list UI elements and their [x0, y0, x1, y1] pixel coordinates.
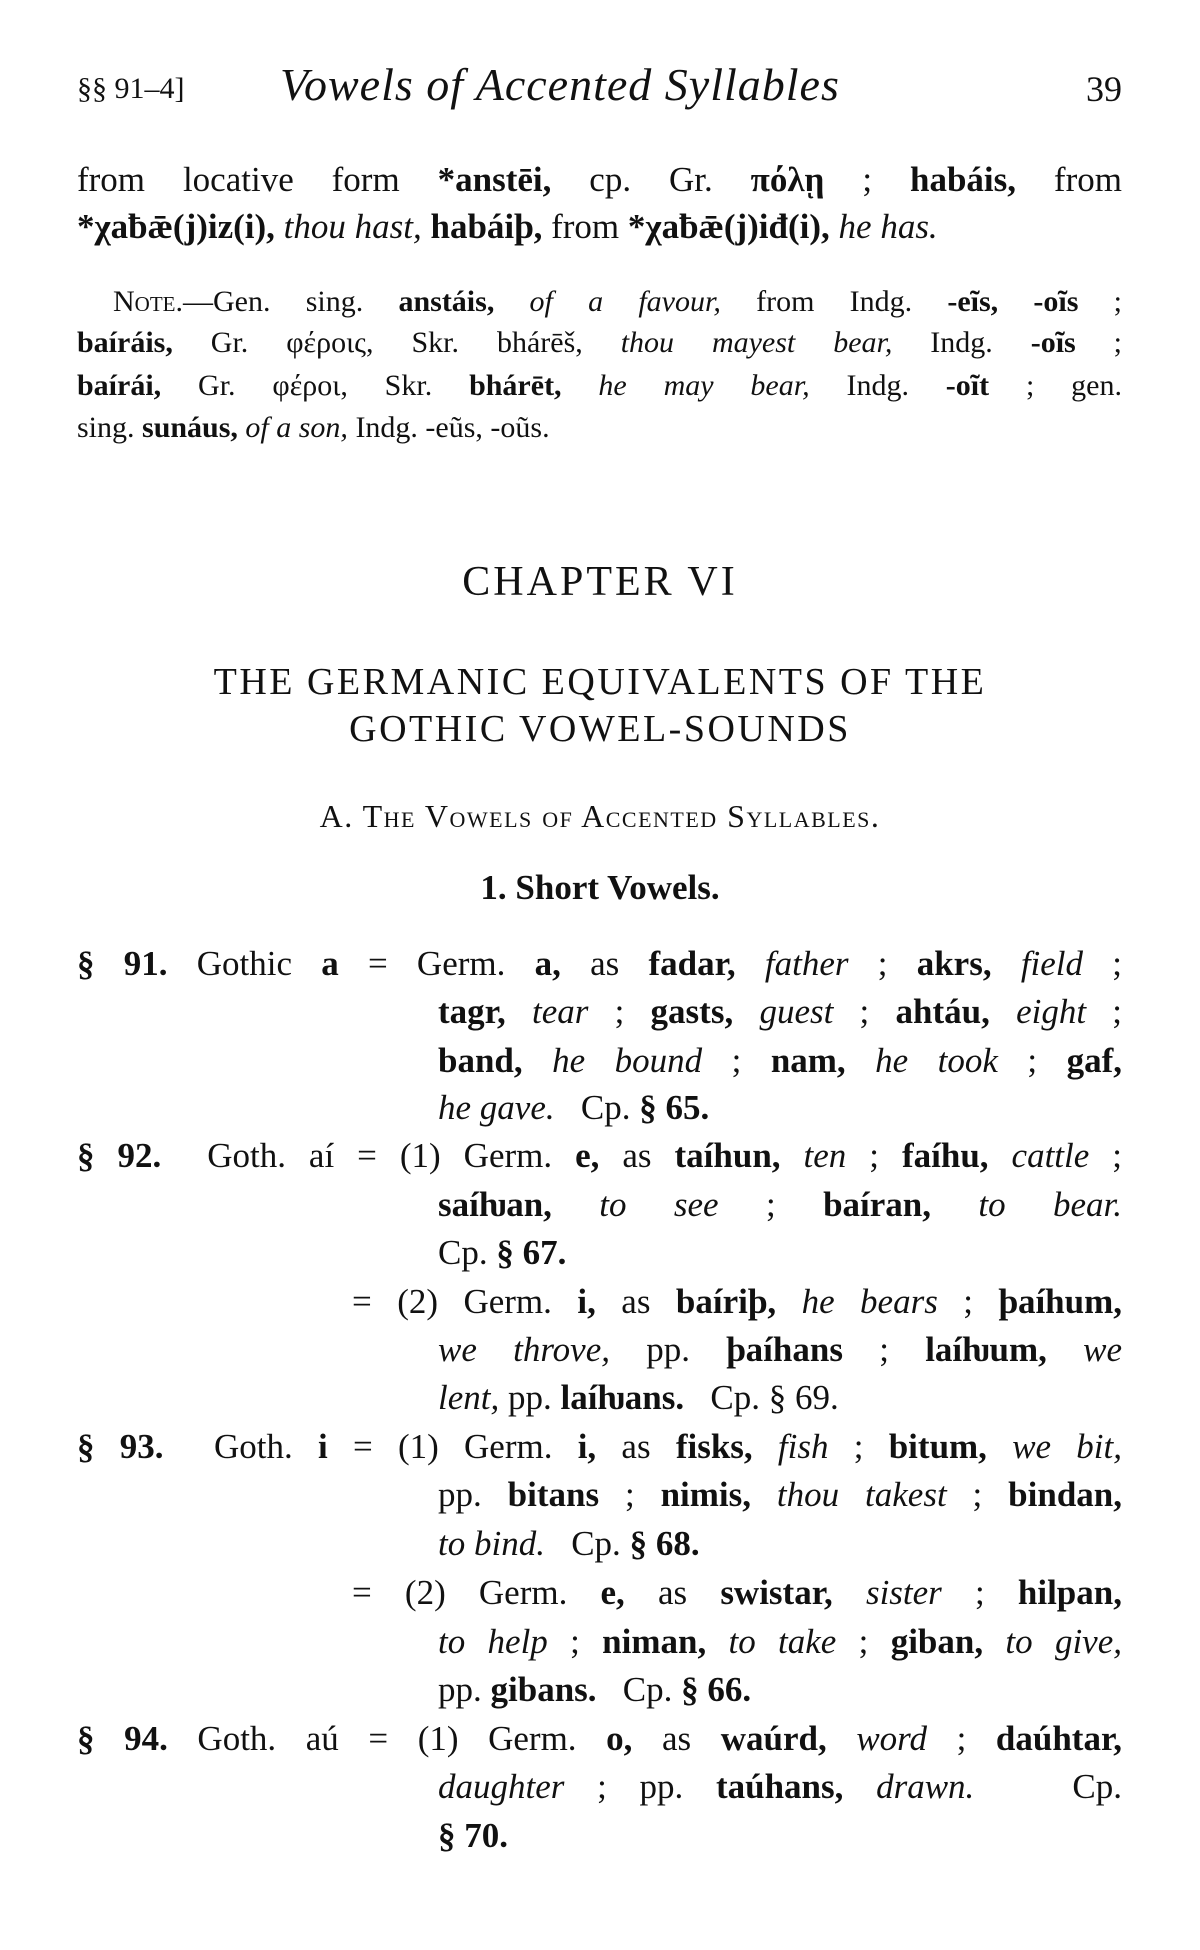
text-segment: —Gen. sing.	[183, 285, 399, 318]
text-segment: = Germ.	[338, 944, 535, 983]
paragraph-line	[438, 1814, 1122, 1858]
text-segment	[830, 207, 839, 246]
text-segment: nimis,	[660, 1475, 752, 1514]
text-segment	[846, 1041, 875, 1080]
text-segment	[422, 207, 431, 246]
text-segment	[706, 1622, 728, 1661]
paragraph-line	[438, 1765, 1122, 1809]
paragraph-line	[438, 1376, 1122, 1420]
chapter-title-line-1: THE GERMANIC EQUIVALENTS OF THE	[213, 661, 987, 703]
text-segment: ;	[599, 1475, 661, 1514]
text-segment: of a favour,	[529, 285, 721, 318]
text-segment	[983, 1622, 1005, 1661]
text-segment: i	[317, 1427, 328, 1466]
text-segment: Cp.	[974, 1767, 1122, 1806]
text-segment: = (2) Germ.	[352, 1282, 578, 1321]
text-segment: e,	[575, 1136, 600, 1175]
text-segment: he has.	[838, 207, 938, 246]
text-segment	[736, 944, 765, 983]
text-segment: akrs,	[916, 944, 992, 983]
note-line	[77, 366, 1122, 406]
text-segment: fadar,	[648, 944, 736, 983]
text-segment: Cp.	[544, 1524, 630, 1563]
paragraph-first-line	[77, 1134, 1122, 1178]
text-segment: gibans.	[490, 1670, 597, 1709]
text-segment: anstáis,	[398, 285, 495, 318]
paragraph-line	[438, 1086, 1122, 1130]
text-segment: pp.	[438, 1475, 508, 1514]
text-segment: § 93.	[77, 1427, 164, 1466]
paragraph-first-line	[77, 1425, 1122, 1469]
text-segment: ; pp.	[564, 1767, 716, 1806]
text-segment: ;	[848, 944, 917, 983]
chapter-title-line-2: GOTHIC VOWEL-SOUNDS	[349, 708, 851, 750]
text-segment	[987, 1427, 1012, 1466]
text-segment: gasts,	[650, 992, 734, 1031]
text-segment: Indg.	[809, 369, 946, 402]
text-segment: þaíhum,	[998, 1282, 1123, 1321]
text-segment: Gothic	[167, 944, 322, 983]
text-segment: ;	[824, 160, 910, 199]
text-segment	[506, 992, 532, 1031]
text-segment: ;	[997, 1041, 1067, 1080]
paragraph-line	[438, 1522, 1122, 1566]
text-segment: ;	[941, 1573, 1018, 1612]
text-segment: Gr. φέροις, Skr. bhárēš,	[172, 326, 621, 359]
text-segment: he gave.	[438, 1088, 555, 1127]
text-segment: Goth. aí = (1) Germ.	[161, 1136, 576, 1175]
text-segment: bindan,	[1008, 1475, 1123, 1514]
text-segment: to take	[728, 1622, 837, 1661]
text-segment: fish	[777, 1427, 829, 1466]
text-segment: laíƕum,	[925, 1330, 1047, 1369]
text-segment: § 91.	[77, 944, 168, 983]
text-segment: saíƕan,	[438, 1185, 552, 1224]
text-segment	[781, 1136, 804, 1175]
section-range: §§ 91–4]	[77, 72, 185, 105]
text-segment: pp.	[609, 1330, 727, 1369]
text-segment: from Indg.	[720, 285, 948, 318]
text-segment: to see	[599, 1185, 719, 1224]
text-segment: pp.	[438, 1670, 491, 1709]
text-segment: ;	[828, 1427, 889, 1466]
text-segment: ;	[547, 1622, 603, 1661]
text-segment: giban,	[890, 1622, 984, 1661]
text-segment: ;	[937, 1282, 999, 1321]
text-segment: ;	[1078, 285, 1122, 318]
text-segment: thou hast,	[283, 207, 422, 246]
text-segment	[275, 207, 284, 246]
text-segment: field	[1020, 944, 1084, 983]
section-heading: A. The Vowels of Accented Syllables.	[319, 798, 881, 834]
text-line	[77, 205, 1122, 249]
paragraph-line	[438, 1620, 1122, 1664]
text-segment	[992, 944, 1021, 983]
paragraph-first-line	[77, 1717, 1122, 1761]
text-segment: § 94.	[77, 1719, 168, 1758]
text-segment: as	[632, 1719, 721, 1758]
paragraph-first-line	[77, 942, 1122, 986]
text-segment	[562, 369, 599, 402]
text-segment: ahtáu,	[895, 992, 990, 1031]
text-segment: daughter	[438, 1767, 565, 1806]
text-segment: ;	[1086, 992, 1123, 1031]
text-segment: niman,	[602, 1622, 707, 1661]
text-segment	[931, 1185, 978, 1224]
paragraph-line	[438, 1668, 1122, 1712]
text-line	[77, 158, 1122, 202]
text-segment: taíhun,	[674, 1136, 781, 1175]
text-segment: § 70.	[438, 1816, 508, 1855]
text-segment: laíƕans.	[560, 1378, 685, 1417]
paragraph-line	[438, 1328, 1122, 1372]
text-segment: o,	[606, 1719, 633, 1758]
text-segment: cattle	[1011, 1136, 1090, 1175]
text-segment: ;	[946, 1475, 1009, 1514]
text-segment: guest	[759, 992, 834, 1031]
text-segment: as	[596, 1427, 676, 1466]
text-segment: to bind.	[438, 1524, 545, 1563]
paragraph-line	[438, 1183, 1122, 1227]
text-segment	[552, 1185, 599, 1224]
text-segment: *χaƀǣ(j)iđ(i),	[627, 207, 830, 246]
text-segment: from locative form	[77, 160, 438, 199]
text-segment: § 92.	[77, 1136, 162, 1175]
text-segment: cp. Gr.	[551, 160, 751, 199]
text-segment	[753, 1427, 778, 1466]
text-segment	[494, 285, 529, 318]
running-title: Vowels of Accented Syllables	[280, 59, 840, 110]
text-segment: drawn.	[876, 1767, 975, 1806]
text-segment: eight	[1016, 992, 1087, 1031]
text-segment: πόλῃ	[750, 160, 825, 199]
text-segment: Indg.	[892, 326, 1031, 359]
text-segment: Goth. aú = (1) Germ.	[167, 1719, 607, 1758]
text-segment: baírái,	[77, 369, 162, 402]
text-segment: from	[542, 207, 628, 246]
text-segment: ;	[833, 992, 896, 1031]
text-segment: Cp.	[554, 1088, 640, 1127]
text-segment	[523, 1041, 552, 1080]
text-segment	[827, 1719, 857, 1758]
text-segment: e,	[600, 1573, 625, 1612]
text-segment: as	[560, 944, 649, 983]
text-segment: fisks,	[675, 1427, 753, 1466]
text-segment: bhárēt,	[469, 369, 562, 402]
text-segment: faíhu,	[902, 1136, 989, 1175]
text-segment: we bit,	[1012, 1427, 1123, 1466]
text-segment: bitans	[507, 1475, 600, 1514]
text-segment: ;	[1083, 944, 1123, 983]
text-segment: he bound	[552, 1041, 703, 1080]
chapter-number: CHAPTER VI	[462, 559, 738, 605]
text-segment: ;	[718, 1185, 824, 1224]
text-segment: taúhans,	[715, 1767, 844, 1806]
text-segment: = (2) Germ.	[352, 1573, 601, 1612]
text-segment: nam,	[770, 1041, 846, 1080]
paragraph-line	[438, 1231, 1122, 1275]
text-segment: Cp.	[596, 1670, 682, 1709]
text-segment: ;	[926, 1719, 996, 1758]
text-segment: he took	[875, 1041, 998, 1080]
text-segment: Cp.	[438, 1233, 497, 1272]
text-segment: we	[1083, 1330, 1123, 1369]
note-line	[77, 323, 1122, 363]
text-segment: word	[856, 1719, 927, 1758]
text-segment	[733, 992, 759, 1031]
text-segment: tagr,	[438, 992, 506, 1031]
page-number: 39	[1086, 69, 1122, 109]
text-segment: ;	[836, 1622, 891, 1661]
text-segment: tear	[531, 992, 589, 1031]
text-segment: a	[321, 944, 339, 983]
text-segment: habáis,	[909, 160, 1017, 199]
text-segment: ;	[702, 1041, 771, 1080]
text-segment	[990, 992, 1016, 1031]
text-segment: i,	[577, 1282, 596, 1321]
text-segment	[751, 1475, 777, 1514]
text-segment: ten	[803, 1136, 847, 1175]
paragraph-line	[438, 990, 1122, 1034]
text-segment: baíriþ,	[675, 1282, 777, 1321]
text-segment: sunáus,	[142, 411, 238, 444]
text-segment: = (1) Germ.	[327, 1427, 578, 1466]
paragraph-first-line	[352, 1280, 1122, 1324]
text-segment: thou takest	[776, 1475, 947, 1514]
text-segment: to bear.	[978, 1185, 1123, 1224]
text-segment: band,	[438, 1041, 523, 1080]
text-segment: Cp. § 69.	[684, 1378, 839, 1417]
text-segment	[989, 1136, 1012, 1175]
text-segment: baíran,	[823, 1185, 932, 1224]
text-segment: as	[624, 1573, 721, 1612]
text-segment	[833, 1573, 866, 1612]
text-segment: ;	[1089, 1136, 1123, 1175]
text-segment: i,	[577, 1427, 597, 1466]
text-segment: ;	[1075, 326, 1122, 359]
text-segment: pp.	[499, 1378, 561, 1417]
text-segment: as	[595, 1282, 676, 1321]
text-segment: to help	[438, 1622, 548, 1661]
text-segment: he may bear,	[598, 369, 810, 402]
text-segment	[1047, 1330, 1083, 1369]
text-segment	[843, 1767, 876, 1806]
subsection-heading: 1. Short Vowels.	[480, 868, 720, 907]
text-segment: sing.	[77, 411, 143, 444]
text-segment: he bears	[801, 1282, 938, 1321]
text-segment: ;	[842, 1330, 926, 1369]
text-segment: sister	[865, 1573, 942, 1612]
paragraph-line	[438, 1039, 1122, 1083]
text-segment: -oĩt	[945, 369, 990, 402]
text-segment: of a son,	[245, 411, 348, 444]
text-segment: -eĩs, -oĩs	[947, 285, 1079, 318]
text-segment: Gr. φέροι, Skr.	[161, 369, 470, 402]
note-line	[113, 282, 1122, 322]
text-segment: from	[1016, 160, 1122, 199]
text-segment: -oĩs	[1030, 326, 1076, 359]
text-segment: to give,	[1005, 1622, 1122, 1661]
text-segment: § 67.	[496, 1233, 567, 1272]
text-segment: *anstēi,	[437, 160, 552, 199]
paragraph-line	[438, 1473, 1122, 1517]
text-segment: as	[599, 1136, 675, 1175]
text-segment: ;	[588, 992, 651, 1031]
text-segment: § 68.	[629, 1524, 700, 1563]
text-segment: waúrd,	[720, 1719, 827, 1758]
text-segment: we throve,	[438, 1330, 610, 1369]
text-segment: ;	[846, 1136, 902, 1175]
text-segment: father	[764, 944, 849, 983]
text-segment: daúhtar,	[995, 1719, 1123, 1758]
text-segment: gaf,	[1066, 1041, 1122, 1080]
text-segment: lent,	[438, 1378, 500, 1417]
text-segment: Note.	[113, 285, 183, 318]
text-segment: bitum,	[888, 1427, 987, 1466]
text-segment: ; gen.	[989, 369, 1122, 402]
text-segment: § 65.	[639, 1088, 710, 1127]
text-segment: a,	[534, 944, 561, 983]
text-segment	[776, 1282, 801, 1321]
paragraph-first-line	[352, 1571, 1122, 1615]
text-segment: § 66.	[681, 1670, 752, 1709]
text-segment: thou mayest bear,	[620, 326, 893, 359]
text-segment: hilpan,	[1017, 1573, 1122, 1612]
text-segment: habáiþ,	[430, 207, 543, 246]
text-segment: þaíhans	[726, 1330, 843, 1369]
text-segment: Indg. -eũs, -oũs.	[347, 411, 550, 444]
text-segment: swistar,	[720, 1573, 833, 1612]
text-segment: baíráis,	[77, 326, 173, 359]
text-segment: *χaƀǣ(j)iz(i),	[77, 207, 275, 246]
note-line	[77, 408, 1122, 448]
text-segment: Goth.	[163, 1427, 318, 1466]
